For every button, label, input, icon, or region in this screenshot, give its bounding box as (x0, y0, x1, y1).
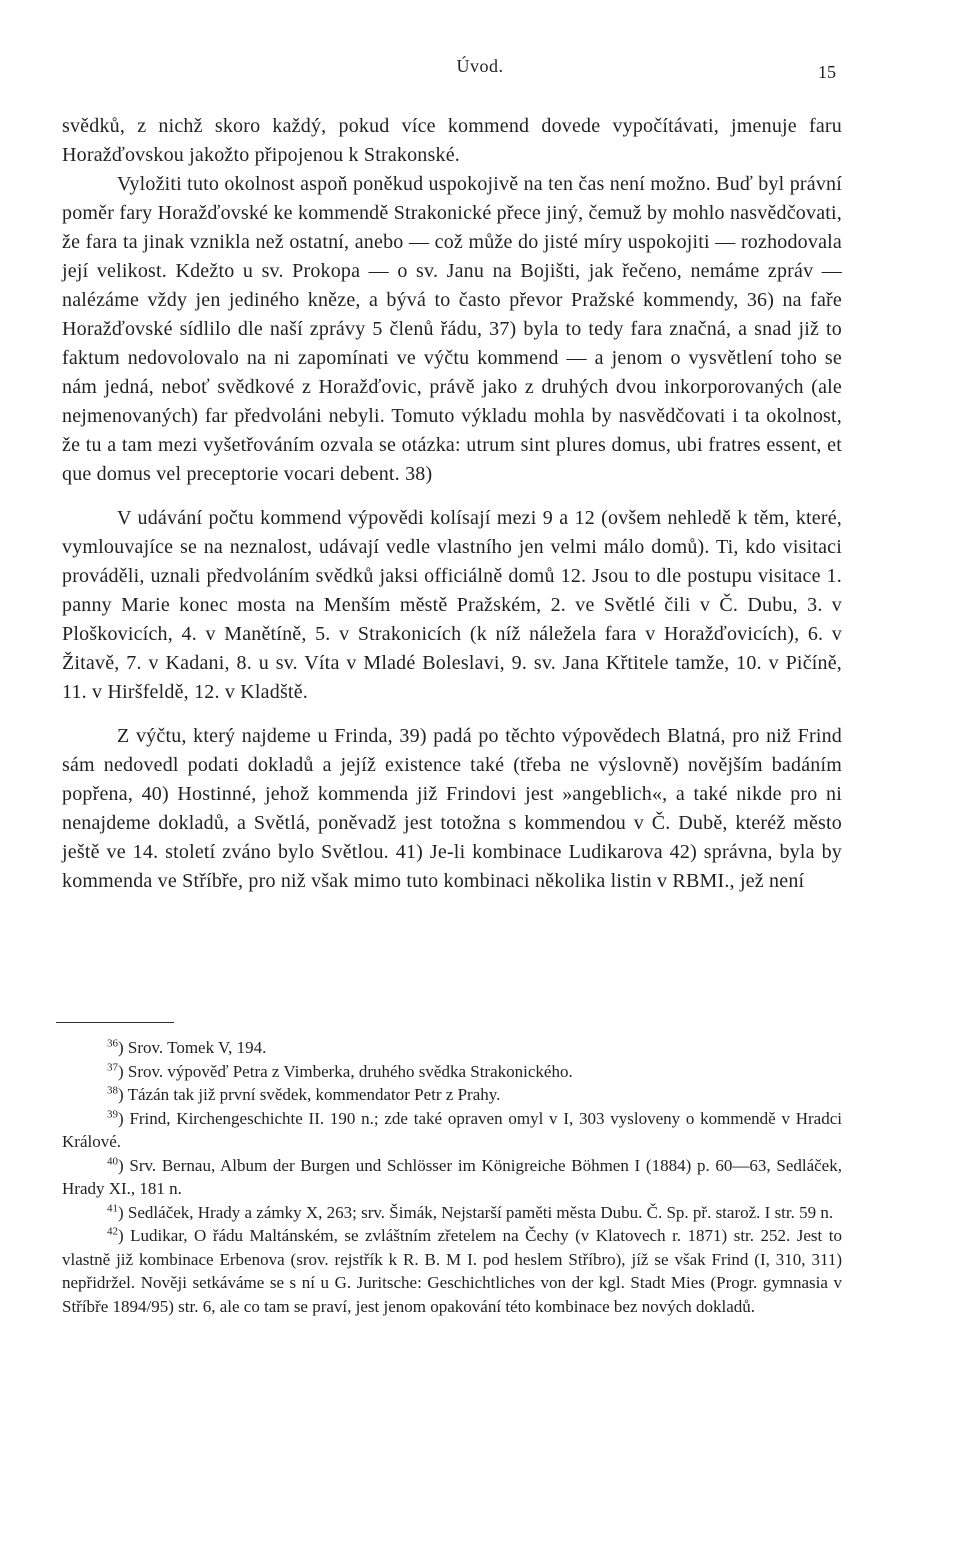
paragraph-3: V udávání počtu kommend výpovědi kolísají mezi 9 a 12 (ovšem nehledě k těm, které, vymlouvajíce se na neznalost, udávají vedle vlastního jen velmi málo domů). Ti, kdo visitaci prováděli, uznali předvoláním svědků jaksi officiálně domů 12. Jsou to dle postupu visitace 1. panny Marie konec mosta na Menším městě Pražském, 2. ve Světlé čili v Č. Dubu, 3. v Ploškovicích, 4. v Manětíně, 5. v Strakonicích (k níž náležela fara v Horažďovicích), 6. v Žitavě, 7. v Kadani, 8. u sv. Víta v Mladé Boleslavi, 9. sv. Jana Křtitele tamže, 10. v Pičíně, 11. v Hiršfeldě, 12. v Kladště. (62, 507, 842, 703)
footnote-divider (56, 1022, 174, 1023)
footnote-40: $^{40}$) Srv. Bernau, Album der Burgen und Schlösser im Königreiche Böhmen I (1884) p. 60—63, Sedláček, Hrady XI., 181 n. (62, 1154, 842, 1198)
body-text (62, 112, 842, 896)
footnote-36: $^{36}$) Srov. Tomek V, 194. (107, 1037, 267, 1057)
footnote-number: 37 (107, 1060, 118, 1073)
footnotes (62, 1036, 842, 1318)
footnote-text: Srv. Bernau, Album der Burgen und Schlösser im Königreiche Böhmen I (1884) p. 60—63, Sedláček, Hrady XI., 181 n. (62, 1155, 842, 1198)
footnote-text: Frind, Kirchengeschichte II. 190 n.; zde také opraven omyl v I, 303 vysloveny o kommendě v Hradci Králové. (62, 1108, 842, 1151)
footnote-39: $^{39}$) Frind, Kirchengeschichte II. 190 n.; zde také opraven omyl v I, 303 vysloveny o kommendě v Hradci Králové. (62, 1107, 842, 1151)
footnote-number: 39 (107, 1107, 118, 1120)
paragraph-2: Vyložiti tuto okolnost aspoň poněkud uspokojivě na ten čas není možno. Buď byl právní poměr fary Horažďovské ke kommendě Strakonické přece jiný, čemuž by mohlo nasvědčovati, že fara ta jinak vznikla než ostatní, anebo — což může do jisté míry uspokojiti — rozhodovala její velikost. Kdežto u sv. Prokopa — o sv. Janu na Bojišti, jak řečeno, nemáme zpráv — nalézáme vždy jen jediného kněze, a bývá to často převor Pražské kommendy, 36) na faře Horažďovské sídlilo dle naší zprávy 5 členů řádu, 37) byla to tedy fara značná, a snad již to faktum nedovolovalo na ni zapomínati ve výčtu kommend — a jenom o vysvětlení toho se nám jedná, neboť svědkové z Horažďovic, právě jako z druhých dvou inkorporovaných (ale nejmenovaných) far předvoláni nebyli. Tomuto výkladu mohla by nasvědčovati i ta okolnost, že tu a tam mezi vyšetřováním ozvala se otázka: utrum sint plures domus, ubi fratres essent, et que domus vel preceptorie vocari debent. 38) (62, 173, 842, 485)
footnote-number: 38 (107, 1084, 118, 1097)
footnote-text: Srov. Tomek V, 194. (127, 1038, 267, 1057)
footnote-number: 42 (107, 1225, 118, 1238)
footnote-38: $^{38}$) Tázán tak již první svědek, kommendator Petr z Prahy. (107, 1084, 501, 1104)
footnote-37: $^{37}$) Srov. výpověď Petra z Vimberka, druhého svědka Strakonického. (107, 1060, 573, 1081)
footnote-number: 36 (107, 1037, 118, 1050)
footnote-text: Ludikar, O řádu Maltánském, se zvláštním zřetelem na Čechy (v Klatovech r. 1871) str. 252. Jest to vlastně již kombinace Erbenova (srov. rejstřík k R. B. M I. pod heslem Stříbro), jíž se však Frind (I, 310, 311) nepřidržel. Nověji setkáváme se s ní u G. Juritsche: Geschichtliches von der kgl. Stadt Mies (Progr. gymnasia v Stříbře 1894/95) str. 6, ale co tam se praví, jest jenom opakování této kombinace bez nových dokladů. (62, 1226, 842, 1316)
footnote-42: $^{42}$) Ludikar, O řádu Maltánském, se zvláštním zřetelem na Čechy (v Klatovech r. 1871) str. 252. Jest to vlastně již kombinace Erbenova (srov. rejstřík k R. B. M I. pod heslem Stříbro), jíž se však Frind (I, 310, 311) nepřidržel. Nověji setkáváme se s ní u G. Juritsche: Geschichtliches von der kgl. Stadt Mies (Progr. gymnasia v Stříbře 1894/95) str. 6, ale co tam se praví, jest jenom opakování této kombinace bez nových dokladů. (62, 1225, 842, 1316)
paragraph-4: Z výčtu, který najdeme u Frinda, 39) padá po těchto výpovědech Blatná, pro niž Frind sám nedovedl podati dokladů a jejíž existence také (třeba ne výslovně) novějším badáním popřena, 40) Hostinné, jehož kommenda již Frindovi jest »angeblich«, a také nikde pro ni nenajdeme dokladů, a Světlá, poněvadž jest totožna s kommendou v Č. Dubě, kteréž město ještě ve 14. století zváno bylo Světlou. 41) Je-li kombinace Ludikarova 42) správna, byla by kommenda ve Stříbře, pro niž však mimo tuto kombinaci několika listin v RBMI., jež není (62, 725, 842, 892)
footnote-text: Tázán tak již první svědek, kommendator Petr z Prahy. (127, 1085, 501, 1104)
running-head: Úvod. (456, 56, 504, 76)
page-number: 15 (818, 62, 836, 82)
footnote-number: 41 (107, 1201, 118, 1214)
footnote-41: $^{41}$) Sedláček, Hrady a zámky X, 263; srv. Šimák, Nejstarší paměti města Dubu. Č. Sp. př. starož. I str. 59 n. (107, 1201, 834, 1222)
footnote-text: Sedláček, Hrady a zámky X, 263; srv. Šimák, Nejstarší paměti města Dubu. Č. Sp. př. starož. I str. 59 n. (127, 1202, 834, 1222)
footnote-number: 40 (107, 1154, 118, 1167)
paragraph-1: svědků, z nichž skoro každý, pokud více kommend dovede vypočítávati, jmenuje faru Horažďovskou jakožto připojenou k Strakonské. (62, 115, 842, 166)
footnote-text: Srov. výpověď Petra z Vimberka, druhého svědka Strakonického. (127, 1061, 573, 1081)
